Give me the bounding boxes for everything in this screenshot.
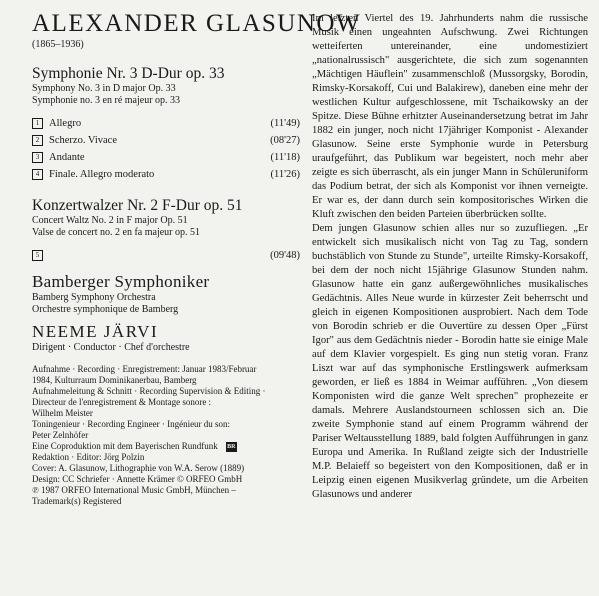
- track-row: [32, 132, 300, 149]
- credit-text: Eine Coproduktion mit dem Bayerischen Rundfunk: [32, 441, 218, 451]
- credit-line: Wilhelm Meister: [32, 408, 93, 418]
- liner-notes-column: [312, 12, 588, 502]
- orchestra-name-fr: Orchestre symphonique de Bamberg: [32, 304, 179, 315]
- work2-tracklist: [32, 247, 300, 264]
- production-credits: [32, 364, 300, 507]
- track-row: [32, 247, 300, 264]
- track-title: Scherzo. Vivace: [49, 135, 117, 146]
- credit-line: Aufnahme · Recording · Enregistrement: Januar 1983/Februar: [32, 364, 257, 374]
- track-row: [32, 166, 300, 183]
- track-number: 1: [32, 118, 43, 129]
- credit-line: 1984, Kulturraum Dominikanerbau, Bamberg: [32, 375, 197, 385]
- work1-subtitle-fr: Symphonie no. 3 en ré majeur op. 33: [32, 95, 181, 106]
- track-duration: (11'18): [270, 152, 300, 163]
- work1-title: Symphonie Nr. 3 D-Dur op. 33: [32, 65, 225, 82]
- work2-subtitle-en: Concert Waltz No. 2 in F major Op. 51: [32, 215, 188, 226]
- tracklist-column: [32, 10, 362, 507]
- composer-name: ALEXANDER GLASUNOW: [32, 10, 362, 37]
- credit-line: Trademark(s) Registered: [32, 496, 122, 506]
- track-title: Finale. Allegro moderato: [49, 169, 155, 180]
- conductor-name: NEEME JÄRVI: [32, 322, 159, 341]
- track-duration: (11'26): [270, 169, 300, 180]
- credit-line: Design: CC Schriefer · Annette Krämer © ORFEO GmbH: [32, 474, 243, 484]
- track-duration: (09'48): [270, 250, 300, 261]
- credit-line: Cover: A. Glasunow, Lithographie von W.A. Serow (1889): [32, 463, 245, 473]
- work1-tracklist: [32, 115, 300, 183]
- credit-line-coproduction: [32, 441, 300, 452]
- credit-line: ℗ 1987 ORFEO International Music GmbH, München –: [32, 485, 236, 495]
- track-row: [32, 149, 300, 166]
- liner-notes-text: [312, 12, 588, 502]
- credit-line: Aufnahmeleitung & Schnitt · Recording Supervision & Editing ·: [32, 386, 266, 396]
- credit-line: Directeur de l'enregistrement & Montage sonore :: [32, 397, 212, 407]
- credit-line: Toningenieur · Recording Engineer · Ingénieur du son:: [32, 419, 231, 429]
- track-duration: (11'49): [270, 118, 300, 129]
- track-number: 2: [32, 135, 43, 146]
- credit-line: Redaktion · Editor: Jörg Polzin: [32, 452, 145, 462]
- track-number: 5: [32, 250, 43, 261]
- credit-line: Peter Zelnhöfer: [32, 430, 89, 440]
- br-logo-icon: BR: [227, 443, 236, 450]
- orchestra-name: Bamberger Symphoniker: [32, 272, 210, 291]
- track-number: 3: [32, 152, 43, 163]
- work1-subtitle-en: Symphony No. 3 in D major Op. 33: [32, 83, 176, 94]
- track-title: Allegro: [49, 118, 82, 129]
- track-number: 4: [32, 169, 43, 180]
- liner-paragraph: Im letzten Viertel des 19. Jahrhunderts nahm die russische Musik einen ungeahnten Aufschwung. Zwei Richtungen wetteiferten untereinander, eine undomestiziert „nationalrussisch" ausgerichtete, die sich zum sogenannten „Mächtigen Häuflein" zusammenschloß (Mussorgsky, Borodin, Rimsky-Korsakoff, Cui und Balakirew), daneben eine mehr der westlichen Kultur aufgeschlossene, mit Tschaikowsky an der Spitze. Diese Bühne erhitzter Auseinandersetzung betrat im Jahr 1882 ein junger, noch nicht 17jähriger Komponist - Alexander Glasunow. Seine erste Symphonie wurde in Petersburg uraufgeführt, das Publikum war begeistert, noch mehr aber zeigte es sich überrascht, als ein junger Mann in Schüleruniform das Podium betrat, der sich als Komponist vor ihnen verneigte. Er war es, der dann durch sein kompositorisches Wirken die Kluft zwischen den beiden Parteien überbrücken sollte.: [312, 13, 588, 220]
- orchestra-name-en: Bamberg Symphony Orchestra: [32, 292, 156, 303]
- conductor-role: Dirigent · Conductor · Chef d'orchestre: [32, 342, 190, 353]
- track-duration: (08'27): [270, 135, 300, 146]
- work2-title: Konzertwalzer Nr. 2 F-Dur op. 51: [32, 197, 243, 214]
- work2-subtitle-fr: Valse de concert no. 2 en fa majeur op. 51: [32, 227, 200, 238]
- track-title: Andante: [49, 152, 85, 163]
- composer-dates: (1865–1936): [32, 39, 84, 50]
- liner-paragraph: Dem jungen Glasunow schien alles nur so zuzufliegen. „Er entwickelt sich musikalisch nicht von Tag zu Tag, sondern buchstäblich von Stunde zu Stunde", urteilte Rimsky-Korsakoff, bei dem der noch nicht 15jährige Glasunow Stunden nahm. Glasunow hatte ein ganz außergewöhnliches musikalisches Gedächtnis. Alles Neue wurde in kürzester Zeit beherrscht und gleich in eigenen Kompositionen ausprobiert. Nach dem Tode von Borodin schrieb er die Ouvertüre zu dessen Oper „Fürst Igor" aus dem Gedächtnis nieder - Borodin hatte sie einige Male auf dem Klavier vorgespielt. Es ging nun stetig voran. Franz Liszt war auf das symphonische Erstlingswerk aufmerksam geworden, er ließ es 1884 in Weimar aufführen. „Von diesem Komponisten wird die ganze Welt sprechen" prophezeite er damals. Mehrere Auslandstourneen schlossen sich an. Die zweite Symphonie stand auf einem Programm während der Pariser Weltausstellung 1889, bald folgten Aufführungen in ganz Europa und Amerika. In Rußland zeigte sich der Industrielle M.P. Belaieff so begeistert von den Kompositionen, daß er in Leipzig einen eigenen Musikverlag gründete, um die Arbeiten Glasunows und anderer: [312, 223, 588, 500]
- track-row: [32, 115, 300, 132]
